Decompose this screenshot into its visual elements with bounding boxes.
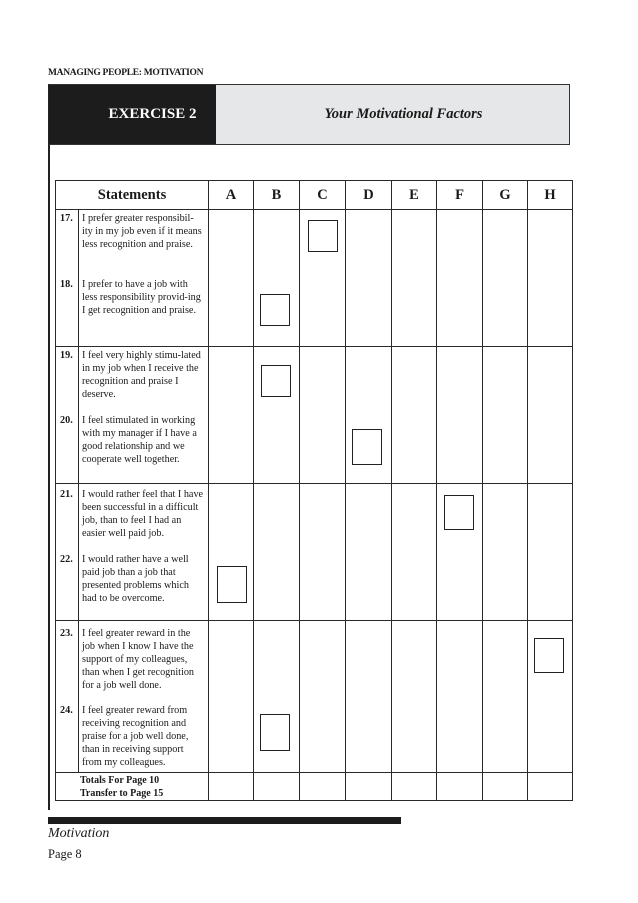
col-header-c: C — [300, 181, 346, 210]
total-cell-c[interactable] — [300, 773, 346, 801]
answer-cell-c[interactable] — [300, 621, 346, 773]
answer-cell-d[interactable] — [346, 347, 392, 484]
answer-box-23[interactable] — [534, 638, 564, 673]
answer-cell-a[interactable] — [209, 210, 254, 347]
answer-box-19[interactable] — [261, 365, 291, 397]
statements-cell — [56, 347, 209, 484]
answer-cell-a[interactable] — [209, 347, 254, 484]
answer-cell-c[interactable] — [300, 347, 346, 484]
statement-number: 23. — [60, 628, 73, 639]
total-cell-g[interactable] — [483, 773, 528, 801]
statement-number: 20. — [60, 415, 73, 426]
table-row — [56, 621, 573, 773]
answer-cell-e[interactable] — [392, 484, 437, 621]
statement-text: I would rather feel that I have been successful in a difficult job, than to feel I had an easier well paid job. — [82, 489, 204, 539]
statement-text: I prefer to have a job with less responsibility provid-ing I get recognition and praise. — [82, 279, 201, 316]
exercise-header — [49, 84, 570, 145]
answer-cell-a[interactable] — [209, 621, 254, 773]
answer-cell-h[interactable] — [528, 210, 573, 347]
answer-cell-f[interactable] — [437, 484, 483, 621]
statement-number: 22. — [60, 554, 73, 565]
statement-number: 17. — [60, 213, 73, 224]
total-cell-h[interactable] — [528, 773, 573, 801]
table-row — [56, 210, 573, 347]
statement-text: I feel stimulated in working with my manager if I have a good relationship and we cooperate well together. — [82, 415, 197, 465]
answer-cell-g[interactable] — [483, 347, 528, 484]
answer-cell-g[interactable] — [483, 621, 528, 773]
answer-box-22[interactable] — [217, 566, 247, 603]
answer-cell-h[interactable] — [528, 347, 573, 484]
totals-label — [56, 773, 209, 801]
statement-number: 21. — [60, 489, 73, 500]
total-cell-d[interactable] — [346, 773, 392, 801]
answer-cell-d[interactable] — [346, 210, 392, 347]
statement-text: I feel very highly stimu-lated in my job when I receive the recognition and praise I deserve. — [82, 350, 201, 400]
answer-cell-b[interactable] — [254, 347, 300, 484]
answer-cell-b[interactable] — [254, 210, 300, 347]
statement-text: I feel greater reward in the job when I know I have the support of my colleagues, than when I get recognition for a job well done. — [82, 628, 195, 691]
totals-line-1: Totals For Page 10 — [80, 775, 160, 786]
table-row — [56, 484, 573, 621]
answer-cell-b[interactable] — [254, 484, 300, 621]
answer-cell-f[interactable] — [437, 210, 483, 347]
statement-text: I feel greater reward from receiving recognition and praise for a job well done, than in receiving support from my colleagues. — [82, 705, 189, 768]
answer-cell-d[interactable] — [346, 484, 392, 621]
statements-cell — [56, 210, 209, 347]
answer-cell-d[interactable] — [346, 621, 392, 773]
statement-number: 19. — [60, 350, 73, 361]
footer-section-title: Motivation — [48, 826, 110, 841]
answer-box-17[interactable] — [308, 220, 338, 252]
total-cell-f[interactable] — [437, 773, 483, 801]
statements-cell — [56, 621, 209, 773]
col-header-d: D — [346, 181, 392, 210]
table-row — [56, 347, 573, 484]
answer-cell-e[interactable] — [392, 347, 437, 484]
answer-cell-e[interactable] — [392, 210, 437, 347]
answer-cell-g[interactable] — [483, 484, 528, 621]
total-cell-b[interactable] — [254, 773, 300, 801]
col-header-b: B — [254, 181, 300, 210]
answer-cell-f[interactable] — [437, 347, 483, 484]
exercise-label: EXERCISE 2 — [49, 85, 216, 144]
answer-box-18[interactable] — [260, 294, 290, 326]
answer-cell-b[interactable] — [254, 621, 300, 773]
answer-cell-g[interactable] — [483, 210, 528, 347]
footer-rule — [48, 817, 401, 824]
totals-row — [56, 773, 573, 801]
frame-left-rule — [48, 84, 50, 810]
table-header-row — [56, 181, 573, 210]
answer-box-21[interactable] — [444, 495, 474, 530]
statement-text: I prefer greater responsibil-ity in my job even if it means less recognition and praise. — [82, 213, 202, 250]
answer-cell-h[interactable] — [528, 484, 573, 621]
answer-box-20[interactable] — [352, 429, 382, 465]
col-header-h: H — [528, 181, 573, 210]
col-header-f: F — [437, 181, 483, 210]
col-header-a: A — [209, 181, 254, 210]
answer-cell-e[interactable] — [392, 621, 437, 773]
total-cell-e[interactable] — [392, 773, 437, 801]
answer-box-24[interactable] — [260, 714, 290, 751]
statement-number: 24. — [60, 705, 73, 716]
motivation-table — [55, 180, 573, 801]
running-head: MANAGING PEOPLE: MOTIVATION — [48, 68, 204, 78]
answer-cell-a[interactable] — [209, 484, 254, 621]
page-number: Page 8 — [48, 847, 82, 861]
statement-number: 18. — [60, 279, 73, 290]
col-header-e: E — [392, 181, 437, 210]
exercise-title: Your Motivational Factors — [216, 85, 569, 144]
answer-cell-c[interactable] — [300, 210, 346, 347]
statement-text: I would rather have a well paid job than a job that presented problems which had to be overcome. — [82, 554, 189, 604]
col-header-g: G — [483, 181, 528, 210]
col-header-statements: Statements — [56, 181, 209, 210]
answer-cell-f[interactable] — [437, 621, 483, 773]
statements-cell — [56, 484, 209, 621]
answer-cell-h[interactable] — [528, 621, 573, 773]
answer-cell-c[interactable] — [300, 484, 346, 621]
totals-line-2: Transfer to Page 15 — [80, 788, 164, 799]
total-cell-a[interactable] — [209, 773, 254, 801]
